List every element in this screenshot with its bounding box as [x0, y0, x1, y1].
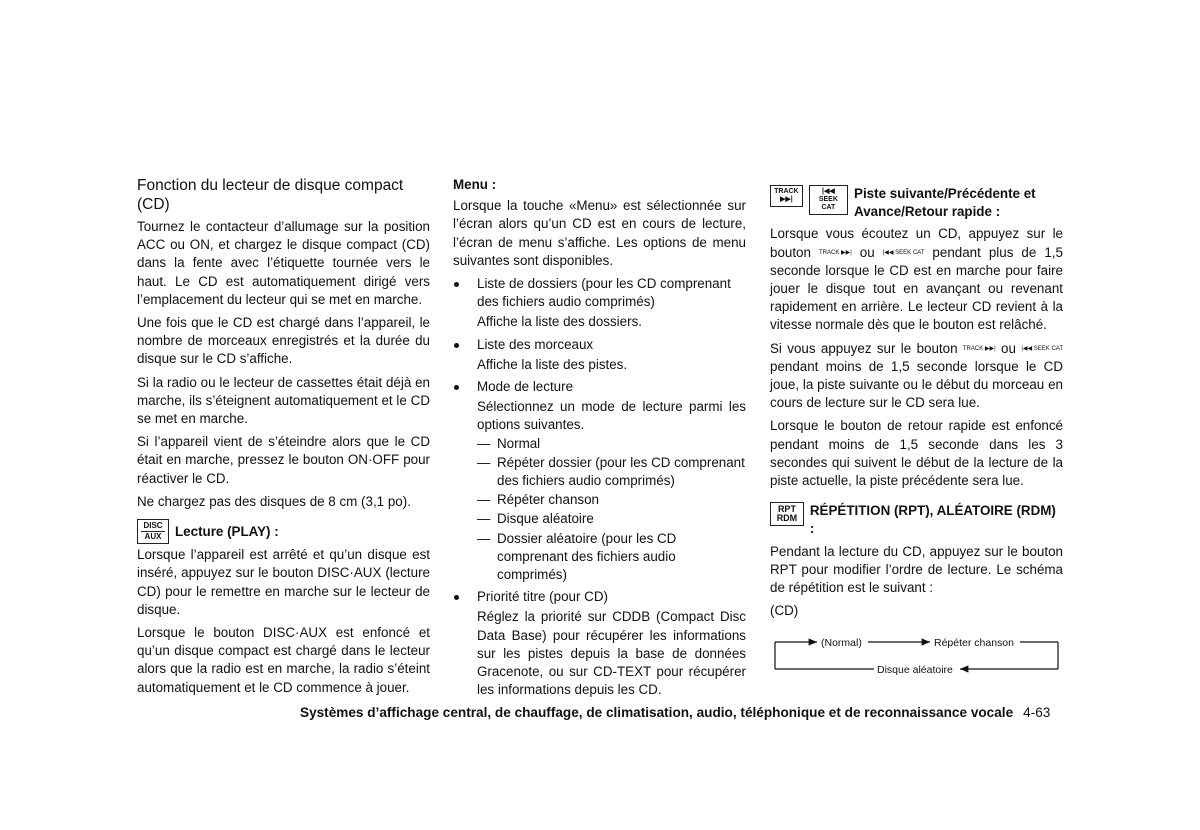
list-item: — Répéter dossier (pour les CD comprenant des fichiers audio comprimés)	[477, 454, 746, 490]
section-heading-cd: Fonction du lecteur de disque compact (CD)	[137, 177, 404, 213]
diagram-label-repeat-song: Répéter chanson	[934, 637, 1014, 650]
paragraph: Lorsque vous écoutez un CD, appuyez sur le bouton TRACK ▶▶| ou |◀◀ SEEK CAT pendant plus de 1,5 seconde lorsque le CD est en marche pour faire jouer le disque tout en avançant ou revenant rapidement en arrière. Le lecteur CD revient à la vitesse normale dès que le bouton est relâché.	[770, 226, 1063, 333]
paragraph: Si la radio ou le lecteur de cassettes était déjà en marche, ils s’éteignent automatiquement et le CD se met en marche.	[137, 374, 430, 427]
list-item: — Répéter chanson	[477, 491, 746, 509]
disc-aux-key-icon: DISC AUX	[137, 519, 169, 544]
paragraph: Lorsque le bouton de retour rapide est enfoncé pendant moins de 1,5 seconde dans les 3 secondes qui suivent le début de la lecture de la piste actuelle, la piste précédente sera lue.	[770, 418, 1063, 489]
paragraph: Ne chargez pas des disques de 8 cm (3,1 po).	[137, 493, 411, 509]
diagram-label-normal: (Normal)	[821, 637, 862, 650]
list-item: — Disque aléatoire	[477, 510, 746, 528]
repeat-sequence-diagram	[770, 631, 1060, 681]
track-heading: Piste suivante/Précédente et Avance/Retour rapide :	[854, 186, 1036, 220]
paragraph: Si l’appareil vient de s’éteindre alors que le CD était en marche, pressez le bouton ON·OFF pour réactiver le CD.	[137, 434, 430, 486]
seek-prev-icon: |◀◀ SEEK CAT	[1021, 346, 1063, 353]
paragraph: Lorsque le bouton DISC·AUX est enfoncé et qu’un disque compact est chargé dans le lecteur alors que la radio est en marche, la radio s’éteint automatiquement et le CD commence à jouer.	[137, 625, 430, 695]
column-2	[453, 176, 746, 703]
list-item: — Dossier aléatoire (pour les CD comprenant des fichiers audio comprimés)	[477, 530, 746, 585]
column-1	[137, 176, 430, 702]
list-item: Liste des morceaux Affiche la liste des pistes.	[453, 336, 746, 374]
footer-title: Systèmes d’affichage central, de chauffage, de climatisation, audio, téléphonique et de reconnaissance vocale	[300, 705, 1014, 720]
list-item: Liste de dossiers (pour les CD comprenant des fichiers audio comprimés) Affiche la liste des dossiers.	[453, 275, 746, 332]
paragraph: Pendant la lecture du CD, appuyez sur le bouton RPT pour modifier l’ordre de lecture. Le schéma de répétition est le suivant :	[770, 543, 1063, 596]
paragraph: (CD)	[770, 603, 799, 619]
play-heading: Lecture (PLAY) :	[175, 524, 279, 540]
rpt-heading: RÉPÉTITION (RPT), ALÉATOIRE (RDM) :	[809, 503, 1056, 537]
play-mode-list	[477, 435, 746, 585]
list-item: Mode de lecture Sélectionnez un mode de lecture parmi les options suivantes. — Normal — Répéter dossier (pour les CD comprenant des fichiers audio comprimés) — Répéter chanson — Disque aléatoire — Dossier aléatoire (pour les CD comprenant des fichiers audio comprimés)	[453, 378, 746, 584]
paragraph: Tournez le contacteur d’allumage sur la position ACC ou ON, et chargez le disque compact (CD) dans la fente avec l’étiquette tournée vers le haut. Le CD est automatiquement dirigé vers l’emplacement du lecteur qui se met en marche.	[137, 219, 430, 307]
list-item: — Normal	[477, 435, 746, 453]
list-item: Priorité titre (pour CD) Réglez la priorité sur CDDB (Compact Disc Data Base) pour récupérer les informations sur les pistes depuis la base de données Gracenote, ou sur CD-TEXT pour récupérer les informations depuis les CD.	[453, 588, 746, 699]
paragraph: Si vous appuyez sur le bouton TRACK ▶▶| ou |◀◀ SEEK CAT pendant moins de 1,5 seconde lorsque le CD joue, la piste suivante ou le début du morceau en cours de lecture sur le CD sera lue.	[770, 340, 1063, 411]
track-next-key-icon: TRACK ▶▶|	[770, 185, 803, 207]
rpt-rdm-key-icon: RPT RDM	[770, 502, 804, 526]
column-3	[770, 185, 1063, 687]
page-number: 4-63	[1023, 705, 1051, 720]
diagram-label-random-disc: Disque aléatoire	[877, 664, 953, 677]
track-next-icon: TRACK ▶▶|	[818, 250, 852, 257]
seek-prev-icon: |◀◀ SEEK CAT	[882, 250, 925, 257]
menu-options-list	[453, 275, 746, 699]
paragraph: Une fois que le CD est chargé dans l’appareil, le nombre de morceaux enregistrés et la durée du disque sur le CD s’affiche.	[137, 315, 430, 367]
rpt-heading-row	[770, 502, 1063, 538]
play-heading-row	[137, 519, 430, 544]
track-next-icon: TRACK ▶▶|	[962, 346, 996, 353]
paragraph: Lorsque l’appareil est arrêté et qu’un disque est inséré, appuyez sur le bouton DISC·AUX (lecture CD) pour le remettre en marche sur le lecteur de disque.	[137, 547, 430, 617]
seek-prev-key-icon: |◀◀ SEEK CAT	[809, 185, 848, 215]
paragraph: Lorsque la touche «Menu» est sélectionnée sur l’écran alors qu’un CD est en cours de lecture, l’écran de menu s’affiche. Les options de menu suivantes sont disponibles.	[453, 198, 746, 268]
track-heading-row	[770, 185, 1063, 221]
menu-heading: Menu :	[453, 177, 497, 192]
page-footer	[300, 705, 1065, 720]
